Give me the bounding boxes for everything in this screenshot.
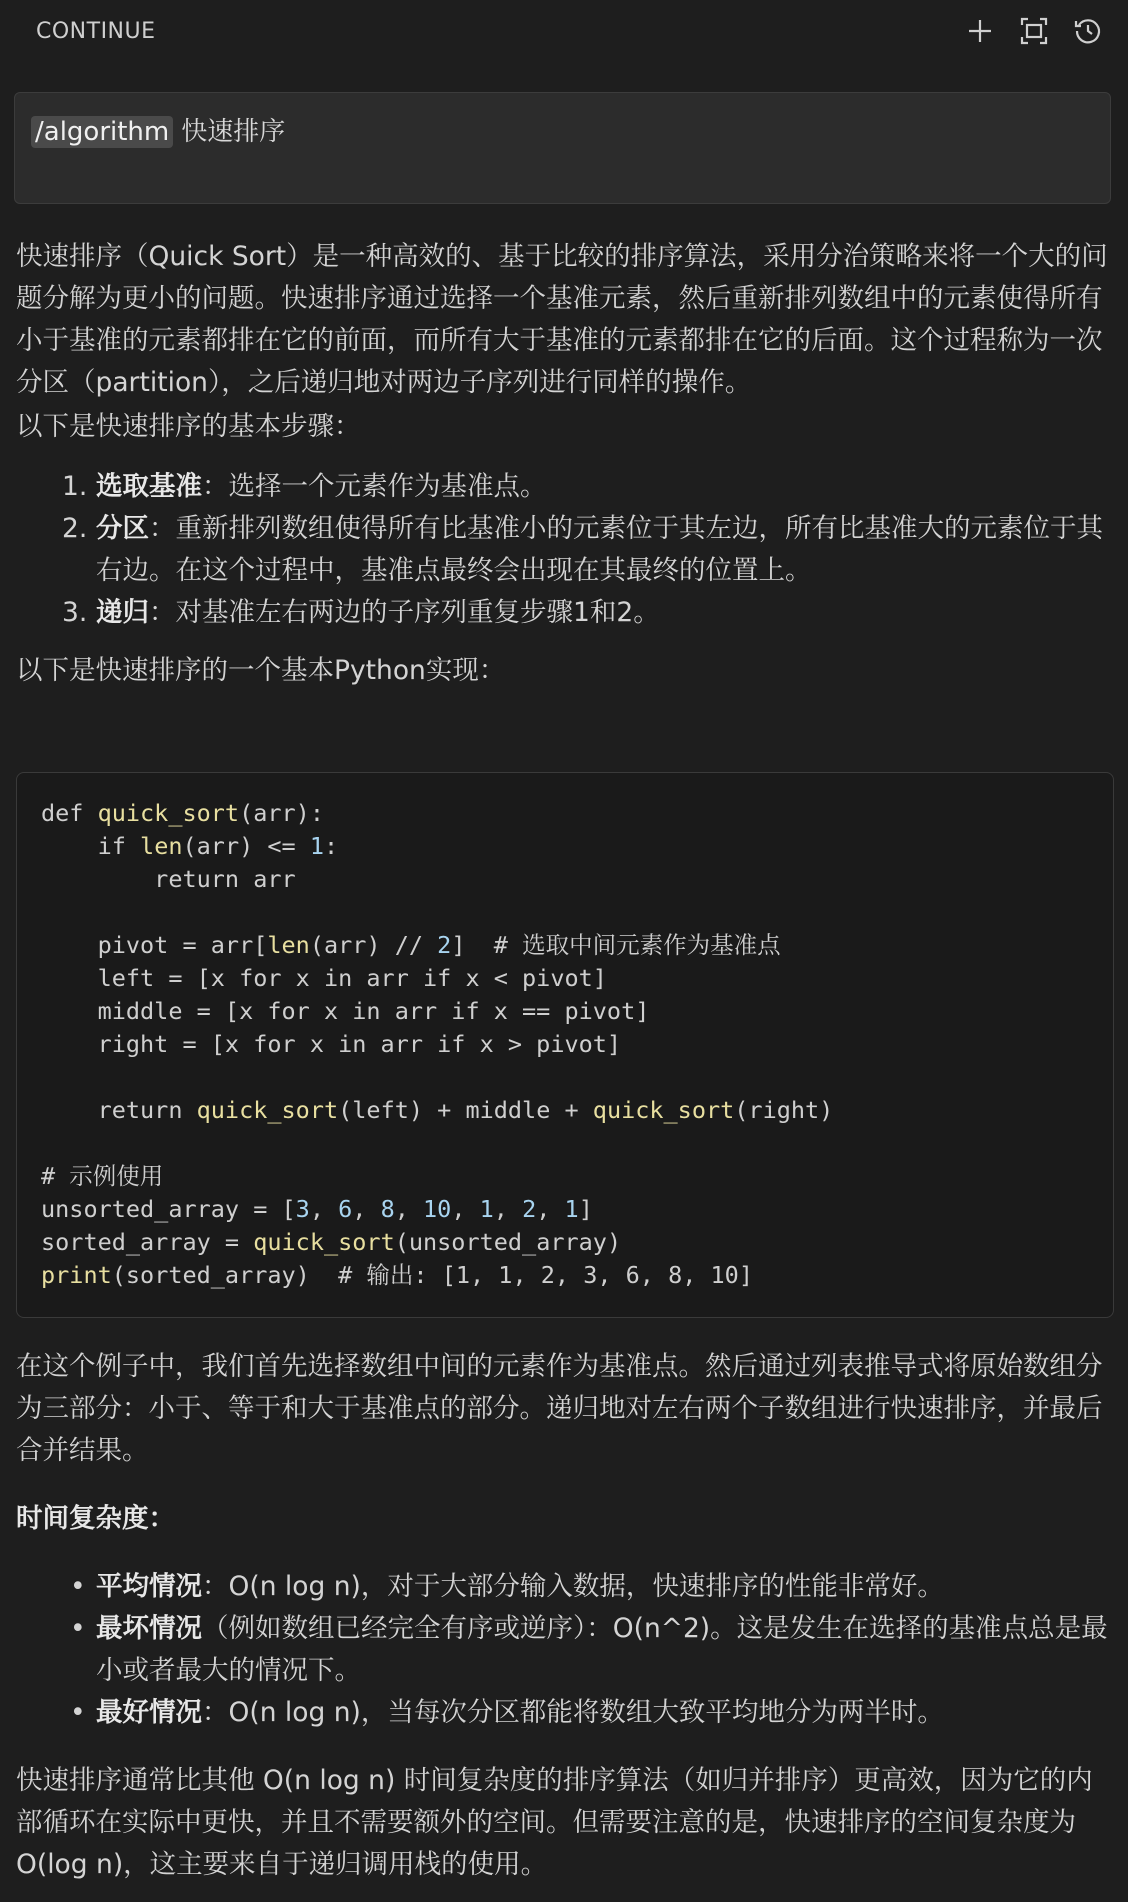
code-text: left = [x for x in arr if x < pivot] <box>41 964 607 992</box>
step-text: ：选择一个元素作为基准点。 <box>202 471 547 502</box>
code-line <box>41 1226 1089 1259</box>
list-item <box>96 1566 1114 1608</box>
steps-intro: 以下是快速排序的基本步骤： <box>16 411 361 442</box>
response-continuation <box>16 1346 1114 1886</box>
code-line <box>41 863 1089 896</box>
list-item <box>96 466 1112 508</box>
case-text: （例如数组已经完全有序或逆序）：O(n^2)。这是发生在选择的基准点总是最小或者最大的情况下。 <box>96 1613 1108 1686</box>
code-text: pivot = arr[len(arr) // 2] # 选取中间元素作为基准点 <box>41 931 781 959</box>
code-line <box>41 1094 1089 1127</box>
case-text: ：O(n log n)，对于大部分输入数据，快速排序的性能非常好。 <box>202 1571 944 1602</box>
history-icon[interactable] <box>1072 15 1104 47</box>
code-line <box>41 1193 1089 1226</box>
code-line <box>41 797 1089 830</box>
step-text: ：重新排列数组使得所有比基准小的元素位于其左边，所有比基准大的元素位于其右边。在这个过程中，基准点最终会出现在其最终的位置上。 <box>96 513 1103 586</box>
code-line <box>41 995 1089 1028</box>
code-text: unsorted_array = [3, 6, 8, 10, 1, 2, 1] <box>41 1195 593 1223</box>
panel-title: CONTINUE <box>36 18 156 44</box>
complexity-heading: 时间复杂度： <box>16 1503 175 1534</box>
list-item <box>96 1608 1114 1692</box>
code-text: return quick_sort(left) + middle + quick_sort(right) <box>41 1096 834 1124</box>
code-line <box>41 1127 1089 1160</box>
slash-command-chip: /algorithm <box>31 116 173 148</box>
intro-paragraph: 快速排序（Quick Sort）是一种高效的、基于比较的排序算法，采用分治策略来将一个大的问题分解为更小的问题。快速排序通过选择一个基准元素，然后重新排列数组中的元素使得所有小于基准的元素都排在它的前面，而所有大于基准的元素都排在它的后面。这个过程称为一次分区（partition），之后递归地对两边子序列进行同样的操作。 <box>16 241 1108 398</box>
code-text: print(sorted_array) # 输出: [1, 1, 2, 3, 6, 8, 10] <box>41 1261 753 1289</box>
code-text: right = [x for x in arr if x > pivot] <box>41 1030 622 1058</box>
code-line <box>41 929 1089 962</box>
list-item <box>96 508 1112 592</box>
case-title: 平均情况 <box>96 1571 202 1602</box>
toolbar <box>964 15 1104 47</box>
code-line <box>41 1259 1089 1292</box>
step-title: 选取基准 <box>96 471 202 502</box>
code-line <box>41 1061 1089 1094</box>
case-title: 最坏情况 <box>96 1613 202 1644</box>
code-text: middle = [x for x in arr if x == pivot] <box>41 997 650 1025</box>
complexity-list <box>16 1566 1114 1734</box>
code-line <box>41 830 1089 863</box>
code-line <box>41 962 1089 995</box>
step-title: 分区 <box>96 513 149 544</box>
conclusion-paragraph: 快速排序通常比其他 O(n log n) 时间复杂度的排序算法（如归并排序）更高效，因为它的内部循环在实际中更快，并且不需要额外的空间。但需要注意的是，快速排序的空间复杂度为 O(log n)，这主要来自于递归调用栈的使用。 <box>16 1765 1093 1880</box>
code-line <box>41 896 1089 929</box>
step-text: ：对基准左右两边的子序列重复步骤1和2。 <box>149 597 660 628</box>
code-text: sorted_array = quick_sort(unsorted_array) <box>41 1228 622 1256</box>
list-item <box>96 592 1112 634</box>
code-line <box>41 1028 1089 1061</box>
new-session-plus-icon[interactable] <box>964 15 996 47</box>
step-title: 递归 <box>96 597 149 628</box>
explanation-paragraph: 在这个例子中，我们首先选择数组中间的元素作为基准点。然后通过列表推导式将原始数组分为三部分：小于、等于和大于基准点的部分。递归地对左右两个子数组进行快速排序，并最后合并结果。 <box>16 1351 1103 1466</box>
impl-intro: 以下是快速排序的一个基本Python实现： <box>16 655 506 686</box>
code-line <box>41 1160 1089 1193</box>
code-text: if len(arr) <= 1: <box>41 832 339 860</box>
prompt-text: 快速排序 <box>181 117 286 147</box>
fullscreen-icon[interactable] <box>1018 15 1050 47</box>
steps-list <box>16 466 1112 634</box>
case-title: 最好情况 <box>96 1697 202 1728</box>
code-text: return arr <box>41 865 296 893</box>
top-bar <box>0 0 1128 62</box>
list-item <box>96 1692 1114 1734</box>
user-prompt-box[interactable] <box>14 92 1111 204</box>
code-text: def quick_sort(arr): <box>41 799 324 827</box>
code-text: # 示例使用 <box>41 1162 164 1190</box>
assistant-response <box>16 236 1112 692</box>
case-text: ：O(n log n)，当每次分区都能将数组大致平均地分为两半时。 <box>202 1697 944 1728</box>
code-block[interactable] <box>16 772 1114 1318</box>
